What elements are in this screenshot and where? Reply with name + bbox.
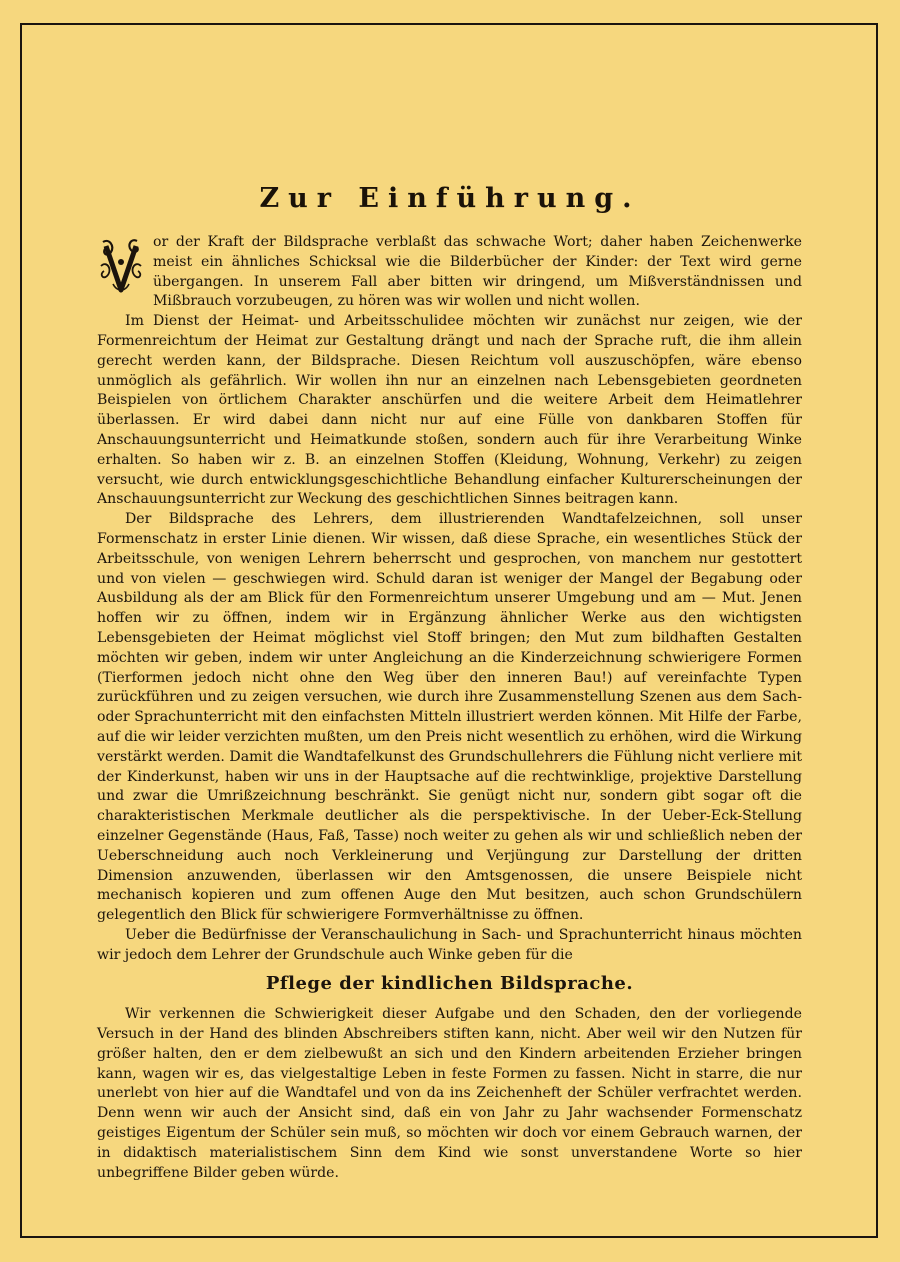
intro-paragraph <box>97 233 802 312</box>
body-paragraph: Im Dienst der Heimat- und Arbeitsschulidee möchten wir zunächst nur zeigen, wie der Formenreichtum der Heimat zur Gestaltung drängt und nach der Sprache ruft, die ihm allein gerecht werden kann, der Bildsprache. Diesen Reichtum voll auszuschöpfen, wäre ebenso unmöglich als gefährlich. Wir wollen ihn nur an einzelnen nach Lebensgebieten geordneten Beispielen von örtlichem Charakter anschürfen und die weitere Arbeit dem Heimatlehrer überlassen. Er wird dabei dann nicht nur auf eine Fülle von dankbaren Stoffen für Anschauungsunterricht und Heimatkunde stoßen, sondern auch für ihre Verarbeitung Winke erhalten. So haben wir z. B. an einzelnen Stoffen (Kleidung, Wohnung, Verkehr) zu zeigen versucht, wie durch entwicklungsgeschichtliche Behandlung einfacher Kulturerscheinungen der Anschauungsunterricht zur Weckung des geschichtlichen Sinnes beitragen kann. <box>97 313 802 508</box>
section-heading: Pflege der kindlichen Bildsprache. <box>265 973 634 995</box>
body-paragraph: Der Bildsprache des Lehrers, dem illustrierenden Wandtafelzeichnen, soll unser Formenschatz in erster Linie dienen. Wir wissen, daß diese Sprache, ein wesentliches Stück der Arbeitsschule, von wenigen Lehrern beherrscht und gesprochen, von manchem nur gestottert und von vielen — geschwiegen wird. Schuld daran ist weniger der Mangel der Begabung oder Ausbildung als der am Blick für den Formenreichtum unserer Umgebung und am — Mut. Jenen hoffen wir zu öffnen, indem wir in Ergänzung ähnlicher Werke aus den wichtigsten Lebensgebieten der Heimat möglichst viel Stoff bringen; den Mut zum bildhaften Gestalten möchten wir geben, indem wir unter Angleichung an die Kinderzeichnung schwierigere Formen (Tierformen jedoch nicht ohne den Weg über den inneren Bau!) auf vereinfachte Typen zurückführen und zu zeigen versuchen, wie durch ihre Zusammenstellung Szenen aus dem Sach- oder Sprachunterricht mit den einfachsten Mitteln illustriert werden können. Mit Hilfe der Farbe, auf die wir leider verzichten mußten, um den Preis nicht wesentlich zu erhöhen, wird die Wirkung verstärkt werden. Damit die Wandtafelkunst des Grundschullehrers die Fühlung nicht verliere mit der Kinderkunst, haben wir uns in der Hauptsache auf die rechtwinklige, projektive Darstellung und zwar die Umrißzeichnung beschränkt. Sie genügt nicht nur, sondern gibt sogar oft die charakteristischen Merkmale deutlicher als die perspektivische. In der Ueber-Eck-Stellung einzelner Gegenstände (Haus, Faß, Tasse) noch weiter zu gehen als wir und schließlich neben der Ueberschneidung auch noch Verkleinerung und Verjüngung zur Darstellung der dritten Dimension anzuwenden, überlassen wir den Amtsgenossen, die unsere Beispiele nicht mechanisch kopieren und zum offenen Auge den Mut besitzen, auch schon Grundschülern gelegentlich den Blick für schwierigere Formverhältnisse zu öffnen. <box>97 511 802 924</box>
intro-text: or der Kraft der Bildsprache verblaßt das schwache Wort; daher haben Zeichenwerke meist ein ähnliches Schicksal wie die Bilderbücher der Kinder: der Text wird gerne übergangen. In unserem Fall aber bitten wir dringend, um Mißverständnissen und Mißbrauch vorzubeugen, zu hören was wir wollen und nicht wollen. <box>153 234 802 310</box>
document-body <box>97 233 802 1183</box>
ornamental-initial-icon <box>97 236 145 294</box>
page-title: Zur Einführung. <box>259 183 641 214</box>
body-paragraph: Ueber die Bedürfnisse der Veranschaulichung in Sach- und Sprachunterricht hinaus möchten wir jedoch dem Lehrer der Grundschule auch Winke geben für die <box>97 926 802 963</box>
closing-paragraph: Wir verkennen die Schwierigkeit dieser Aufgabe und den Schaden, den der vorliegende Versuch in der Hand des blinden Abschreibers stiften kann, nicht. Aber weil wir den Nutzen für größer halten, den er dem zielbewußt an sich und den Kindern arbeitenden Erzieher bringen kann, wagen wir es, das vielgestaltige Leben in feste Formen zu fassen. Nicht in starre, die nur unerlebt von hier auf die Wandtafel und von da ins Zeichenheft der Schüler verfrachtet werden. Denn wenn wir auch der Ansicht sind, daß ein von Jahr zu Jahr wachsender Formenschatz geistiges Eigentum der Schüler sein muß, so möchten wir doch vor einem Gebrauch warnen, der in didaktisch materialistischem Sinn dem Kind wie sonst unverstandene Worte so hier unbegriffene Bilder geben würde. <box>97 1006 802 1181</box>
